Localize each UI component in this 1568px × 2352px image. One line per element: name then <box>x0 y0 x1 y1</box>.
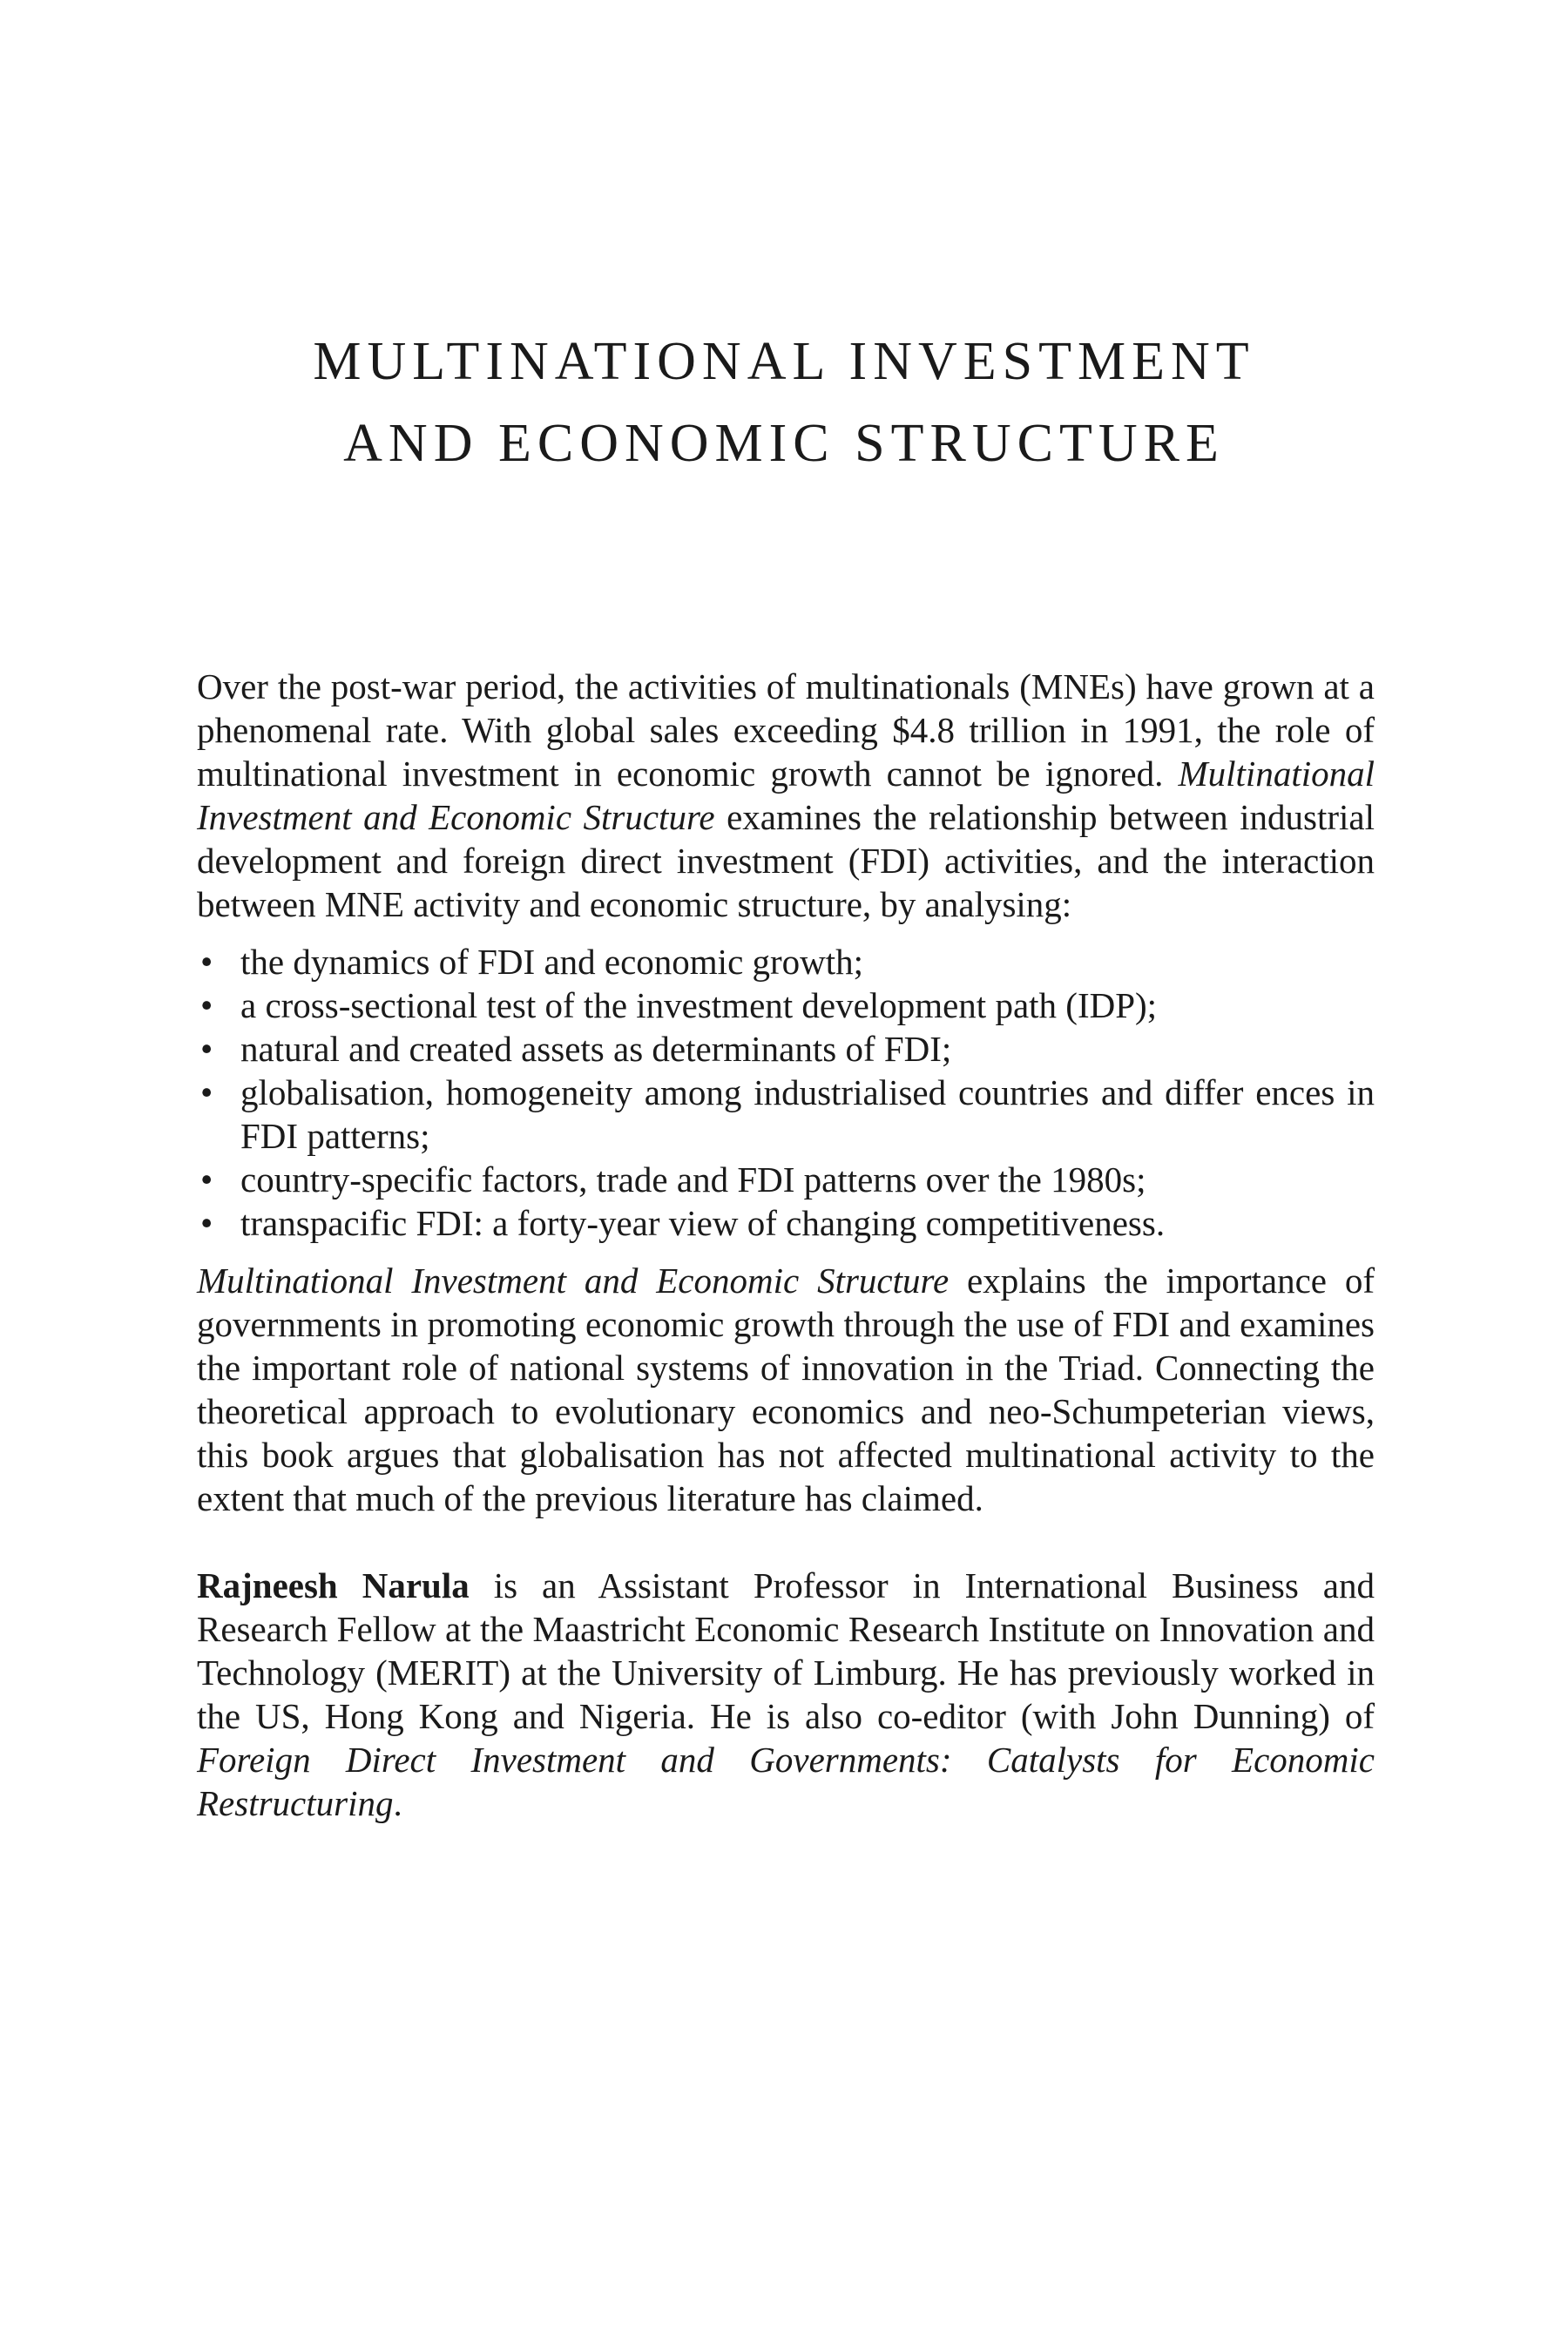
author-bio-ending: . <box>393 1783 402 1823</box>
intro-paragraph <box>197 665 1375 926</box>
intro-book-title: Multinational Investment and Economic Structure <box>197 754 1375 837</box>
list-item: • the dynamics of FDI and economic growth; <box>197 940 1375 983</box>
blurb-content <box>197 665 1375 1825</box>
list-item: • natural and created assets as determinants of FDI; <box>197 1027 1375 1071</box>
intro-text-2: examines the relationship between industrial development and foreign direct investment (FDI) activities, and the interaction between MNE activity and economic structure, by analysing: <box>197 797 1375 924</box>
list-item: • country-specific factors, trade and FDI patterns over the 1980s; <box>197 1158 1375 1201</box>
book-title-line-1: MULTINATIONAL INVESTMENT <box>313 332 1255 391</box>
list-item: • globalisation, homogeneity among industrialised countries and differ ences in FDI patterns; <box>197 1071 1375 1158</box>
book-title-line-2: AND ECONOMIC STRUCTURE <box>343 414 1225 473</box>
book-title <box>197 321 1371 484</box>
summary-book-title: Multinational Investment and Economic Structure <box>197 1260 950 1301</box>
author-bio-paragraph <box>197 1564 1375 1825</box>
author-name: Rajneesh Narula <box>197 1565 470 1605</box>
summary-paragraph <box>197 1259 1375 1520</box>
topic-list <box>197 940 1375 1245</box>
list-item: • a cross-sectional test of the investment development path (IDP); <box>197 983 1375 1027</box>
intro-text-1: Over the post-war period, the activities of multinationals (MNEs) have grown at a phenomenal rate. With global sales exceeding $4.8 trillion in 1991, the role of multinational investment in economic growth cannot be ignored. <box>197 666 1375 794</box>
list-item: • transpacific FDI: a forty-year view of changing competitiveness. <box>197 1201 1375 1245</box>
summary-text: explains the importance of governments in promoting economic growth through the use of FDI and examines the important role of national systems of innovation in the Triad. Connecting the theoretical approach to evolutionary economics and neo-Schumpeterian views, this book argues that globalisation has not affected multinational activity to the extent that much of the previous literature has claimed. <box>197 1260 1375 1518</box>
co-edited-book-title: Foreign Direct Investment and Governments: Catalysts for Economic Restructuring <box>197 1740 1375 1823</box>
author-bio-text: is an Assistant Professor in International Business and Research Fellow at the Maastricht Economic Research Institute on Innovation and Technology (MERIT) at the University of Limburg. He has previously worked in the US, Hong Kong and Nigeria. He is also co-editor (with John Dunning) of <box>197 1565 1375 1736</box>
